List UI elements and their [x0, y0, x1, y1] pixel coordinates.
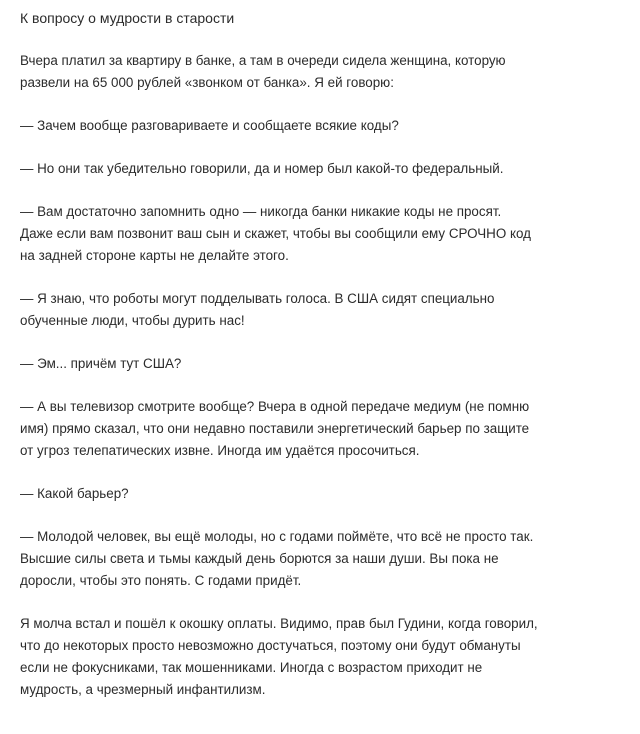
- text-line: — Молодой человек, вы ещё молоды, но с годами поймёте, что всё не просто так.: [20, 529, 534, 544]
- paragraph-10: [20, 613, 630, 701]
- text-line: развели на 65 000 рублей «звонком от банка». Я ей говорю:: [20, 75, 394, 90]
- text-line: — Какой барьер?: [20, 486, 129, 501]
- text-line: Вчера платил за квартиру в банке, а там в очереди сидела женщина, которую: [20, 53, 506, 68]
- text-line: Я молча встал и пошёл к окошку оплаты. Видимо, прав был Гудини, когда говорил,: [20, 616, 538, 631]
- text-line: — А вы телевизор смотрите вообще? Вчера в одной передаче медиум (не помню: [20, 399, 530, 414]
- text-line: что до некоторых просто невозможно достучаться, поэтому они будут обмануты: [20, 638, 521, 653]
- text-line: мудрость, а чрезмерный инфантилизм.: [20, 682, 266, 697]
- paragraph-5: [20, 288, 630, 332]
- text-line: — Но они так убедительно говорили, да и номер был какой-то федеральный.: [20, 161, 504, 176]
- paragraph-2: [20, 115, 630, 137]
- text-line: — Зачем вообще разговариваете и сообщаете всякие коды?: [20, 118, 399, 133]
- paragraph-6: [20, 353, 630, 375]
- text-line: Высшие силы света и тьмы каждый день борются за наши души. Вы пока не: [20, 551, 499, 566]
- text-line: Даже если вам позвонит ваш сын и скажет, чтобы вы сообщили ему СРОЧНО код: [20, 226, 531, 241]
- post-title: К вопросу о мудрости в старости: [20, 10, 235, 26]
- text-line: — Вам достаточно запомнить одно — никогда банки никакие коды не просят.: [20, 204, 502, 219]
- paragraph-4: [20, 201, 630, 267]
- paragraph-1: [20, 50, 630, 94]
- text-line: от угроз телепатических извне. Иногда им удаётся просочиться.: [20, 443, 420, 458]
- text-line: доросли, чтобы это понять. С годами придёт.: [20, 573, 302, 588]
- paragraph-9: [20, 526, 630, 592]
- text-line: — Я знаю, что роботы могут подделывать голоса. В США сидят специально: [20, 291, 495, 306]
- paragraph-7: [20, 396, 630, 462]
- text-line: на задней стороне карты не делайте этого.: [20, 248, 289, 263]
- text-line: — Эм... причём тут США?: [20, 356, 182, 371]
- text-line: если не фокусниками, так мошенниками. Иногда с возрастом приходит не: [20, 660, 483, 675]
- text-line: имя) прямо сказал, что они недавно поставили энергетический барьер по защите: [20, 421, 530, 436]
- paragraph-3: [20, 158, 630, 180]
- paragraph-8: [20, 483, 630, 505]
- text-line: обученные люди, чтобы дурить нас!: [20, 313, 245, 328]
